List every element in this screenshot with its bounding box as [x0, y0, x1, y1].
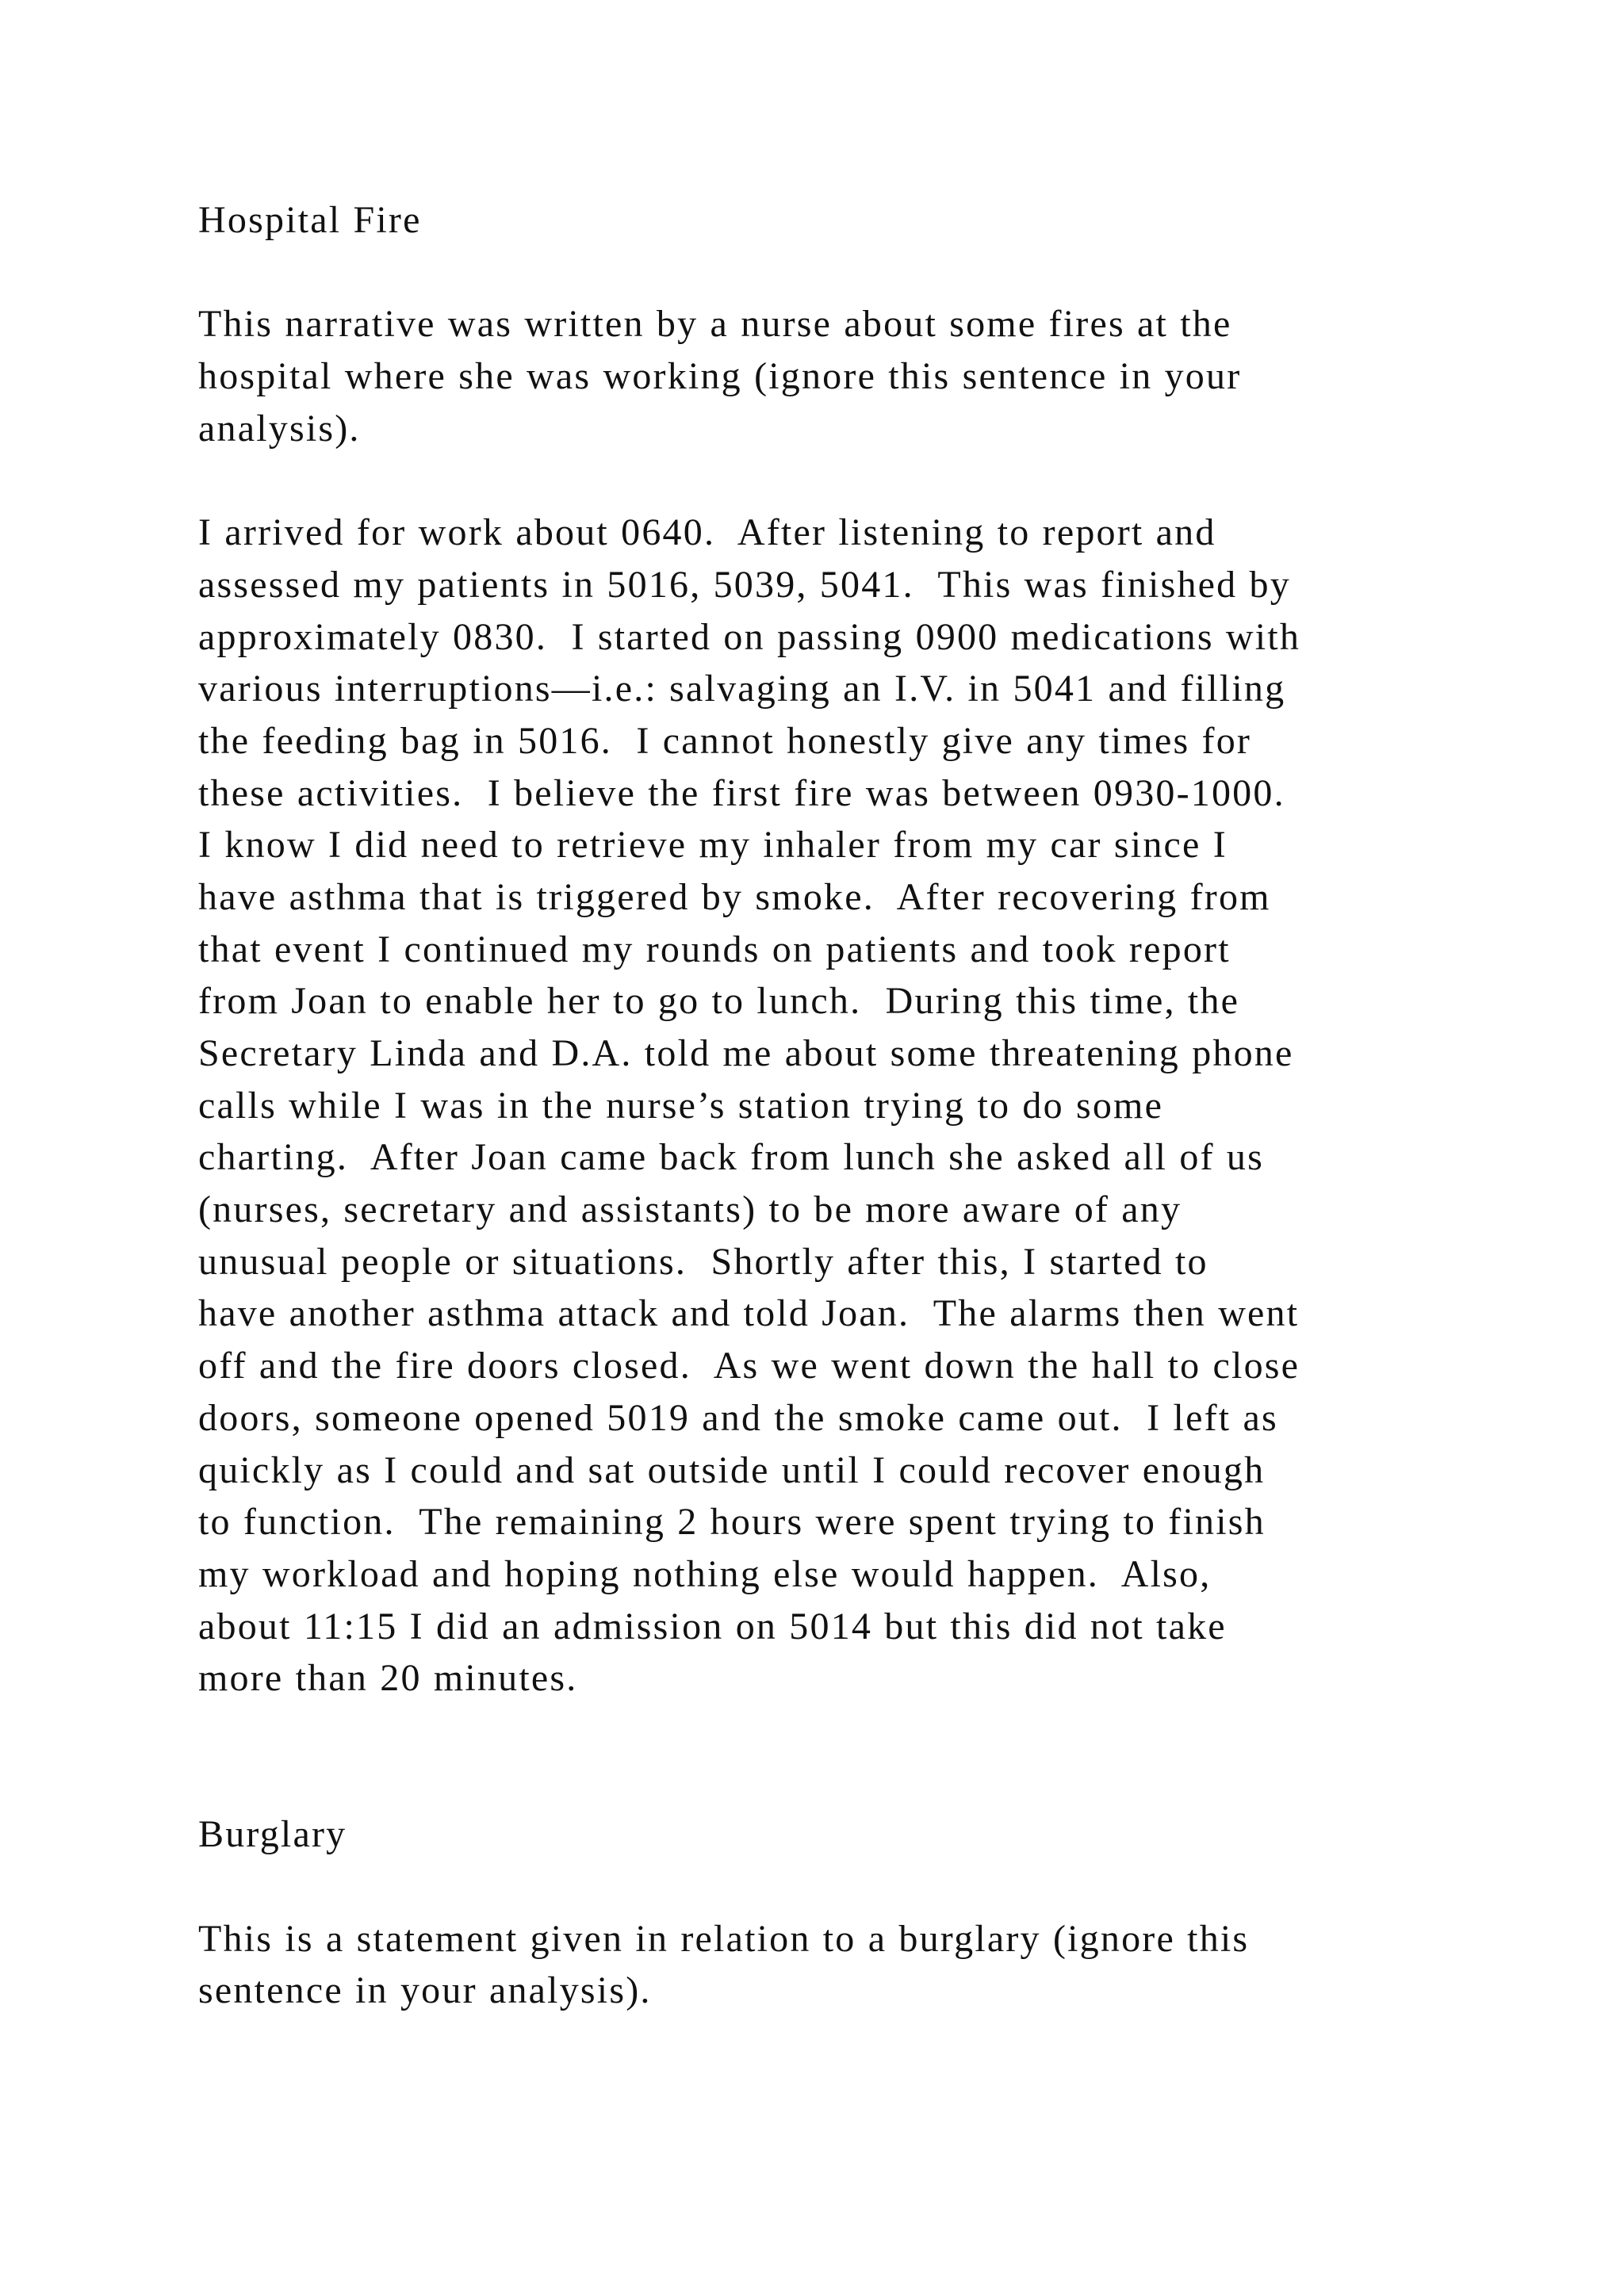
- text-line: these activities. I believe the first fire was between 0930-1000.: [198, 771, 1285, 814]
- section-heading-hospital-fire: Hospital Fire: [198, 199, 422, 241]
- text-line: This narrative was written by a nurse about some fires at the: [198, 303, 1232, 346]
- text-line: the feeding bag in 5016. I cannot honestly give any times for: [198, 719, 1252, 762]
- text-line: sentence in your analysis).: [198, 1969, 652, 2012]
- text-line: from Joan to enable her to go to lunch. During this time, the: [198, 980, 1240, 1023]
- text-line: about 11:15 I did an admission on 5014 but this did not take: [198, 1605, 1227, 1647]
- narrative-paragraph: [198, 507, 1499, 1705]
- text-line: charting. After Joan came back from lunch she asked all of us: [198, 1136, 1264, 1179]
- text-line: unusual people or situations. Shortly after this, I started to: [198, 1240, 1208, 1283]
- section-heading-burglary: Burglary: [198, 1813, 347, 1856]
- intro-paragraph-hospital-fire: [198, 298, 1499, 454]
- text-line: have another asthma attack and told Joan. The alarms then went: [198, 1292, 1300, 1335]
- section-spacer: [198, 1705, 1499, 1808]
- text-line: analysis).: [198, 407, 361, 450]
- text-line: quickly as I could and sat outside until I could recover enough: [198, 1448, 1266, 1491]
- text-line: doors, someone opened 5019 and the smoke came out. I left as: [198, 1396, 1278, 1439]
- text-line: I arrived for work about 0640. After listening to report and: [198, 511, 1216, 554]
- text-line: hospital where she was working (ignore this sentence in your: [198, 355, 1242, 398]
- text-line: that event I continued my rounds on patients and took report: [198, 928, 1231, 970]
- paragraph-spacer: [198, 454, 1499, 507]
- text-line: my workload and hoping nothing else would happen. Also,: [198, 1552, 1212, 1595]
- text-line: assessed my patients in 5016, 5039, 5041. This was finished by: [198, 563, 1291, 606]
- intro-paragraph-burglary: [198, 1913, 1499, 2017]
- text-line: various interruptions—i.e.: salvaging an I.V. in 5041 and filling: [198, 668, 1286, 710]
- text-line: Secretary Linda and D.A. told me about some threatening phone: [198, 1032, 1294, 1074]
- text-line: approximately 0830. I started on passing 0900 medications with: [198, 615, 1301, 658]
- text-line: more than 20 minutes.: [198, 1657, 578, 1700]
- text-line: I know I did need to retrieve my inhaler from my car since I: [198, 824, 1228, 867]
- text-line: to function. The remaining 2 hours were spent trying to finish: [198, 1501, 1266, 1544]
- paragraph-spacer: [198, 1861, 1499, 1913]
- text-line: have asthma that is triggered by smoke. After recovering from: [198, 875, 1271, 918]
- text-line: off and the fire doors closed. As we went down the hall to close: [198, 1345, 1300, 1387]
- text-line: calls while I was in the nurse’s station trying to do some: [198, 1084, 1164, 1127]
- paragraph-spacer: [198, 247, 1499, 299]
- text-line: (nurses, secretary and assistants) to be more aware of any: [198, 1188, 1182, 1231]
- document-text: [198, 194, 1499, 2017]
- text-line: This is a statement given in relation to a burglary (ignore this: [198, 1917, 1250, 1960]
